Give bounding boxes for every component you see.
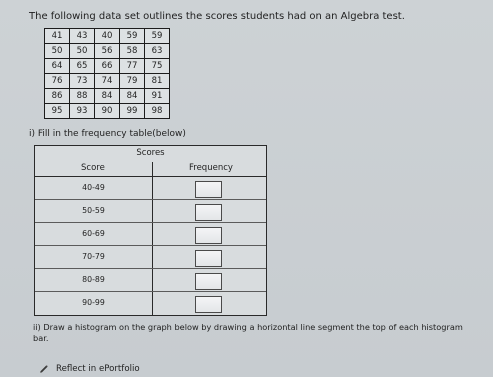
frequency-answer-box[interactable]	[195, 227, 222, 244]
frequency-answer-box[interactable]	[195, 296, 222, 313]
frequency-row	[35, 223, 266, 246]
score-data-cell: 50	[45, 44, 70, 59]
score-range-label: 40-49	[82, 183, 105, 192]
score-range-label: 70-79	[82, 252, 105, 261]
score-data-table	[44, 28, 170, 119]
score-data-cell: 59	[145, 29, 170, 44]
score-data-cell: 84	[95, 89, 120, 104]
score-data-row	[45, 44, 170, 59]
question-one: i) Fill in the frequency table(below)	[29, 129, 186, 139]
score-data-cell: 41	[45, 29, 70, 44]
score-data-cell: 74	[95, 74, 120, 89]
score-range-label: 80-89	[82, 275, 105, 284]
score-data-cell: 81	[145, 74, 170, 89]
score-data-cell: 88	[70, 89, 95, 104]
frequency-row	[35, 177, 266, 200]
frequency-row	[35, 292, 266, 315]
score-data-cell: 99	[120, 104, 145, 119]
frequency-answer-box[interactable]	[195, 181, 222, 198]
frequency-table-title: Scores	[136, 148, 165, 158]
score-data-cell: 65	[70, 59, 95, 74]
frequency-answer-box[interactable]	[195, 273, 222, 290]
score-data-cell: 56	[95, 44, 120, 59]
score-data-cell: 79	[120, 74, 145, 89]
score-data-cell: 43	[70, 29, 95, 44]
score-data-cell: 63	[145, 44, 170, 59]
score-data-cell: 58	[120, 44, 145, 59]
score-data-cell: 66	[95, 59, 120, 74]
reflect-in-eportfolio-label: Reflect in ePortfolio	[56, 364, 140, 374]
score-data-row	[45, 89, 170, 104]
score-range-label: 60-69	[82, 229, 105, 238]
score-data-cell: 73	[70, 74, 95, 89]
score-data-cell: 90	[95, 104, 120, 119]
reflect-pencil-icon	[39, 364, 49, 374]
reflect-in-eportfolio-link[interactable]	[39, 364, 140, 374]
score-data-cell: 76	[45, 74, 70, 89]
frequency-table	[34, 145, 267, 316]
problem-prompt: The following data set outlines the scores students had on an Algebra test.	[29, 11, 405, 22]
score-range-label: 50-59	[82, 206, 105, 215]
score-column-header: Score	[81, 163, 105, 173]
score-data-cell: 59	[120, 29, 145, 44]
score-data-row	[45, 29, 170, 44]
question-two-line-one: ii) Draw a histogram on the graph below by drawing a horizontal line segment the top of each histogram	[33, 322, 463, 332]
score-data-cell: 98	[145, 104, 170, 119]
frequency-row	[35, 200, 266, 223]
frequency-column-header: Frequency	[189, 163, 233, 173]
score-data-cell: 84	[120, 89, 145, 104]
frequency-row	[35, 246, 266, 269]
score-range-label: 90-99	[82, 298, 105, 307]
score-data-cell: 95	[45, 104, 70, 119]
score-data-cell: 40	[95, 29, 120, 44]
score-data-cell: 91	[145, 89, 170, 104]
frequency-answer-box[interactable]	[195, 204, 222, 221]
score-data-row	[45, 74, 170, 89]
score-data-cell: 77	[120, 59, 145, 74]
score-data-cell: 64	[45, 59, 70, 74]
score-data-cell: 75	[145, 59, 170, 74]
score-data-cell: 93	[70, 104, 95, 119]
score-data-cell: 50	[70, 44, 95, 59]
frequency-row	[35, 269, 266, 292]
score-data-cell: 86	[45, 89, 70, 104]
question-two-line-two: bar.	[33, 333, 49, 343]
score-data-row	[45, 59, 170, 74]
frequency-answer-box[interactable]	[195, 250, 222, 267]
score-data-row	[45, 104, 170, 119]
